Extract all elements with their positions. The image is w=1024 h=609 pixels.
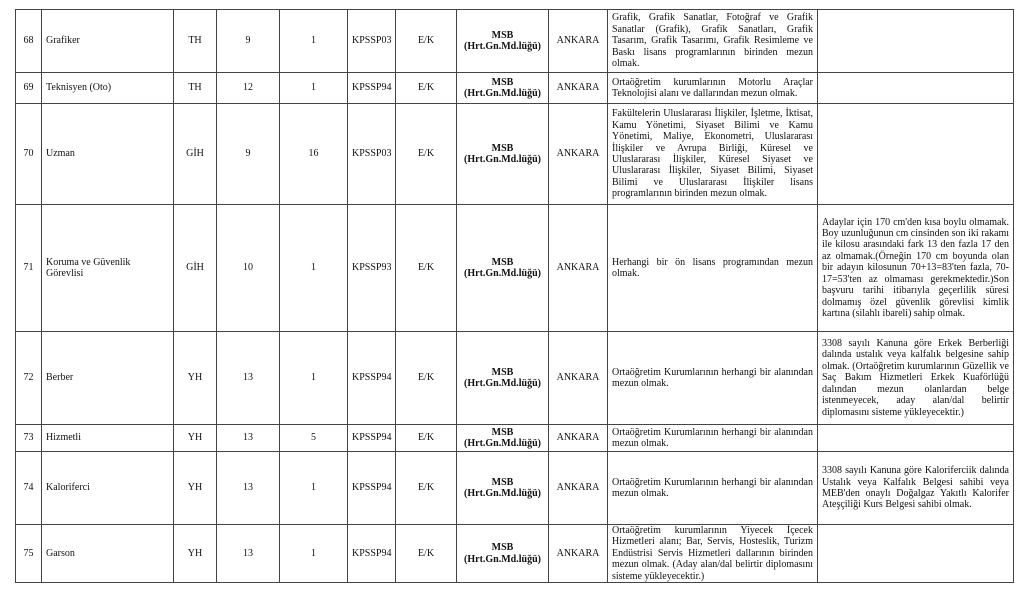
table-row bbox=[16, 525, 1014, 583]
gender: E/K bbox=[396, 205, 457, 332]
class-group: TH bbox=[174, 73, 217, 104]
position-count: 1 bbox=[280, 452, 348, 525]
table-row bbox=[16, 10, 1014, 73]
additional-conditions bbox=[818, 10, 1014, 73]
position-count: 1 bbox=[280, 73, 348, 104]
position-count: 1 bbox=[280, 205, 348, 332]
institution-unit: (Hrt.Gn.Md.lüğü) bbox=[464, 378, 541, 389]
position-title: Grafiker bbox=[42, 10, 174, 73]
education-requirements: Ortaöğretim kurumlarının Yiyecek İçecek Hizmetleri alanı; Bar, Servis, Hosteslik, Turizm Endüstrisi Servis Hizmetleri dallarının birinden mezun olmak. (Aday alan/dal belirtir diplomasını sisteme yükleyecektir.) bbox=[608, 525, 818, 583]
gender: E/K bbox=[396, 104, 457, 205]
score-type: KPSSP94 bbox=[348, 452, 396, 525]
row-number: 69 bbox=[16, 73, 42, 104]
row-number: 71 bbox=[16, 205, 42, 332]
institution bbox=[457, 10, 549, 73]
institution bbox=[457, 73, 549, 104]
additional-conditions bbox=[818, 73, 1014, 104]
institution bbox=[457, 205, 549, 332]
institution-unit: (Hrt.Gn.Md.lüğü) bbox=[464, 488, 541, 499]
location: ANKARA bbox=[549, 525, 608, 583]
grade-level: 13 bbox=[217, 332, 280, 425]
row-number: 74 bbox=[16, 452, 42, 525]
institution-unit: (Hrt.Gn.Md.lüğü) bbox=[464, 553, 541, 565]
education-requirements: Grafik, Grafik Sanatlar, Fotoğraf ve Grafik Sanatlar (Grafik), Grafik Sanatları, Grafik Tasarım, Grafik Tasarımı, Grafik Resimleme ve Baskı lisans programlarının birinden mezun olmak. bbox=[608, 10, 818, 73]
score-type: KPSSP94 bbox=[348, 73, 396, 104]
location: ANKARA bbox=[549, 425, 608, 452]
grade-level: 9 bbox=[217, 104, 280, 205]
table-row bbox=[16, 104, 1014, 205]
institution-unit: (Hrt.Gn.Md.lüğü) bbox=[464, 438, 541, 449]
institution bbox=[457, 452, 549, 525]
location: ANKARA bbox=[549, 452, 608, 525]
class-group: TH bbox=[174, 10, 217, 73]
institution-unit: (Hrt.Gn.Md.lüğü) bbox=[464, 41, 541, 52]
row-number: 75 bbox=[16, 525, 42, 583]
location: ANKARA bbox=[549, 104, 608, 205]
location: ANKARA bbox=[549, 10, 608, 73]
position-count: 5 bbox=[280, 425, 348, 452]
institution-unit: (Hrt.Gn.Md.lüğü) bbox=[464, 154, 541, 165]
class-group: YH bbox=[174, 332, 217, 425]
additional-conditions bbox=[818, 425, 1014, 452]
gender: E/K bbox=[396, 525, 457, 583]
score-type: KPSSP03 bbox=[348, 104, 396, 205]
table-row bbox=[16, 73, 1014, 104]
position-title: Garson bbox=[42, 525, 174, 583]
score-type: KPSSP03 bbox=[348, 10, 396, 73]
grade-level: 13 bbox=[217, 452, 280, 525]
education-requirements: Ortaöğretim Kurumlarının herhangi bir alanından mezun olmak. bbox=[608, 452, 818, 525]
institution-name: MSB bbox=[491, 256, 514, 268]
table-row bbox=[16, 452, 1014, 525]
grade-level: 13 bbox=[217, 525, 280, 583]
grade-level: 10 bbox=[217, 205, 280, 332]
institution-name: MSB bbox=[491, 366, 514, 378]
gender: E/K bbox=[396, 425, 457, 452]
score-type: KPSSP93 bbox=[348, 205, 396, 332]
education-requirements: Fakültelerin Uluslararası İlişkiler, İşletme, İktisat, Kamu Yönetimi, Siyaset Bilimi ve Kamu Yönetimi, Maliye, Ekonometri, Uluslararası İlişkiler ve Avrupa Birliği, Küresel ve Uluslararası İlişkiler, Küresel Siyaset ve Uluslararası İlişkiler, Siyaset Bilimi, Siyaset Bilimi ve Uluslararası İlişkiler lisans programlarının birinden mezun olmak. bbox=[608, 104, 818, 205]
gender: E/K bbox=[396, 73, 457, 104]
position-count: 16 bbox=[280, 104, 348, 205]
position-title: Uzman bbox=[42, 104, 174, 205]
grade-level: 12 bbox=[217, 73, 280, 104]
class-group: YH bbox=[174, 452, 217, 525]
institution-name: MSB bbox=[491, 76, 514, 88]
row-number: 73 bbox=[16, 425, 42, 452]
position-count: 1 bbox=[280, 10, 348, 73]
institution bbox=[457, 332, 549, 425]
grade-level: 9 bbox=[217, 10, 280, 73]
institution bbox=[457, 525, 549, 583]
position-title: Berber bbox=[42, 332, 174, 425]
class-group: YH bbox=[174, 525, 217, 583]
position-count: 1 bbox=[280, 332, 348, 425]
additional-conditions: 3308 sayılı Kanuna göre Erkek Berberliği dalında ustalık veya kalfalık belgesine sahip olmak. (Ortaöğretim kurumlarının Güzellik ve Saç Bakım Hizmetleri Erkek Kuaförlüğü dalından mezun olanlardan belge istenmeyecek, aday alan/dal belirtir diplomasını sisteme yükleyecektir.) bbox=[818, 332, 1014, 425]
location: ANKARA bbox=[549, 73, 608, 104]
row-number: 72 bbox=[16, 332, 42, 425]
location: ANKARA bbox=[549, 332, 608, 425]
education-requirements: Herhangi bir ön lisans programından mezun olmak. bbox=[608, 205, 818, 332]
table-row bbox=[16, 332, 1014, 425]
score-type: KPSSP94 bbox=[348, 525, 396, 583]
table-row bbox=[16, 205, 1014, 332]
class-group: GİH bbox=[174, 104, 217, 205]
institution-name: MSB bbox=[491, 542, 514, 554]
institution-unit: (Hrt.Gn.Md.lüğü) bbox=[464, 88, 541, 99]
institution bbox=[457, 425, 549, 452]
additional-conditions bbox=[818, 525, 1014, 583]
institution-name: MSB bbox=[491, 29, 514, 41]
row-number: 68 bbox=[16, 10, 42, 73]
gender: E/K bbox=[396, 332, 457, 425]
score-type: KPSSP94 bbox=[348, 332, 396, 425]
additional-conditions: Adaylar için 170 cm'den kısa boylu olmamak. Boy uzunluğunun cm cinsinden son iki rakamı ile kilosu arasındaki fark 13 den fazla 17 den az olmamak.(Örneğin 170 cm boyunda olan bir adayın kilosunun 70+13=83'ten fazla, 70-17=53'ten az olmaması gerekmektedir.)Son başvuru tarihi itibarıyla geçerlilik süresi dolmamış özel güvenlik görevlisi kimlik kartına (silahlı ibareli) sahip olmak. bbox=[818, 205, 1014, 332]
gender: E/K bbox=[396, 10, 457, 73]
position-title: Kaloriferci bbox=[42, 452, 174, 525]
class-group: YH bbox=[174, 425, 217, 452]
table-row bbox=[16, 425, 1014, 452]
grade-level: 13 bbox=[217, 425, 280, 452]
institution-name: MSB bbox=[491, 142, 514, 154]
row-number: 70 bbox=[16, 104, 42, 205]
institution-name: MSB bbox=[491, 476, 514, 488]
education-requirements: Ortaöğretim kurumlarının Motorlu Araçlar Teknolojisi alanı ve dallarından mezun olmak. bbox=[608, 73, 818, 104]
positions-table bbox=[15, 9, 1014, 583]
location: ANKARA bbox=[549, 205, 608, 332]
institution bbox=[457, 104, 549, 205]
additional-conditions bbox=[818, 104, 1014, 205]
additional-conditions: 3308 sayılı Kanuna göre Kaloriferciik dalında Ustalık veya Kalfalık Belgesi sahibi veya MEB'den onaylı Doğalgaz Yakıtlı Kalorifer Ateşçiliği Kurs Belgesi sahibi olmak. bbox=[818, 452, 1014, 525]
class-group: GİH bbox=[174, 205, 217, 332]
position-title: Teknisyen (Oto) bbox=[42, 73, 174, 104]
gender: E/K bbox=[396, 452, 457, 525]
institution-name: MSB bbox=[491, 426, 514, 438]
score-type: KPSSP94 bbox=[348, 425, 396, 452]
institution-unit: (Hrt.Gn.Md.lüğü) bbox=[464, 268, 541, 279]
education-requirements: Ortaöğretim Kurumlarının herhangi bir alanından mezun olmak. bbox=[608, 425, 818, 452]
position-count: 1 bbox=[280, 525, 348, 583]
education-requirements: Ortaöğretim Kurumlarının herhangi bir alanından mezun olmak. bbox=[608, 332, 818, 425]
position-title: Koruma ve Güvenlik Görevlisi bbox=[42, 205, 174, 332]
position-title: Hizmetli bbox=[42, 425, 174, 452]
